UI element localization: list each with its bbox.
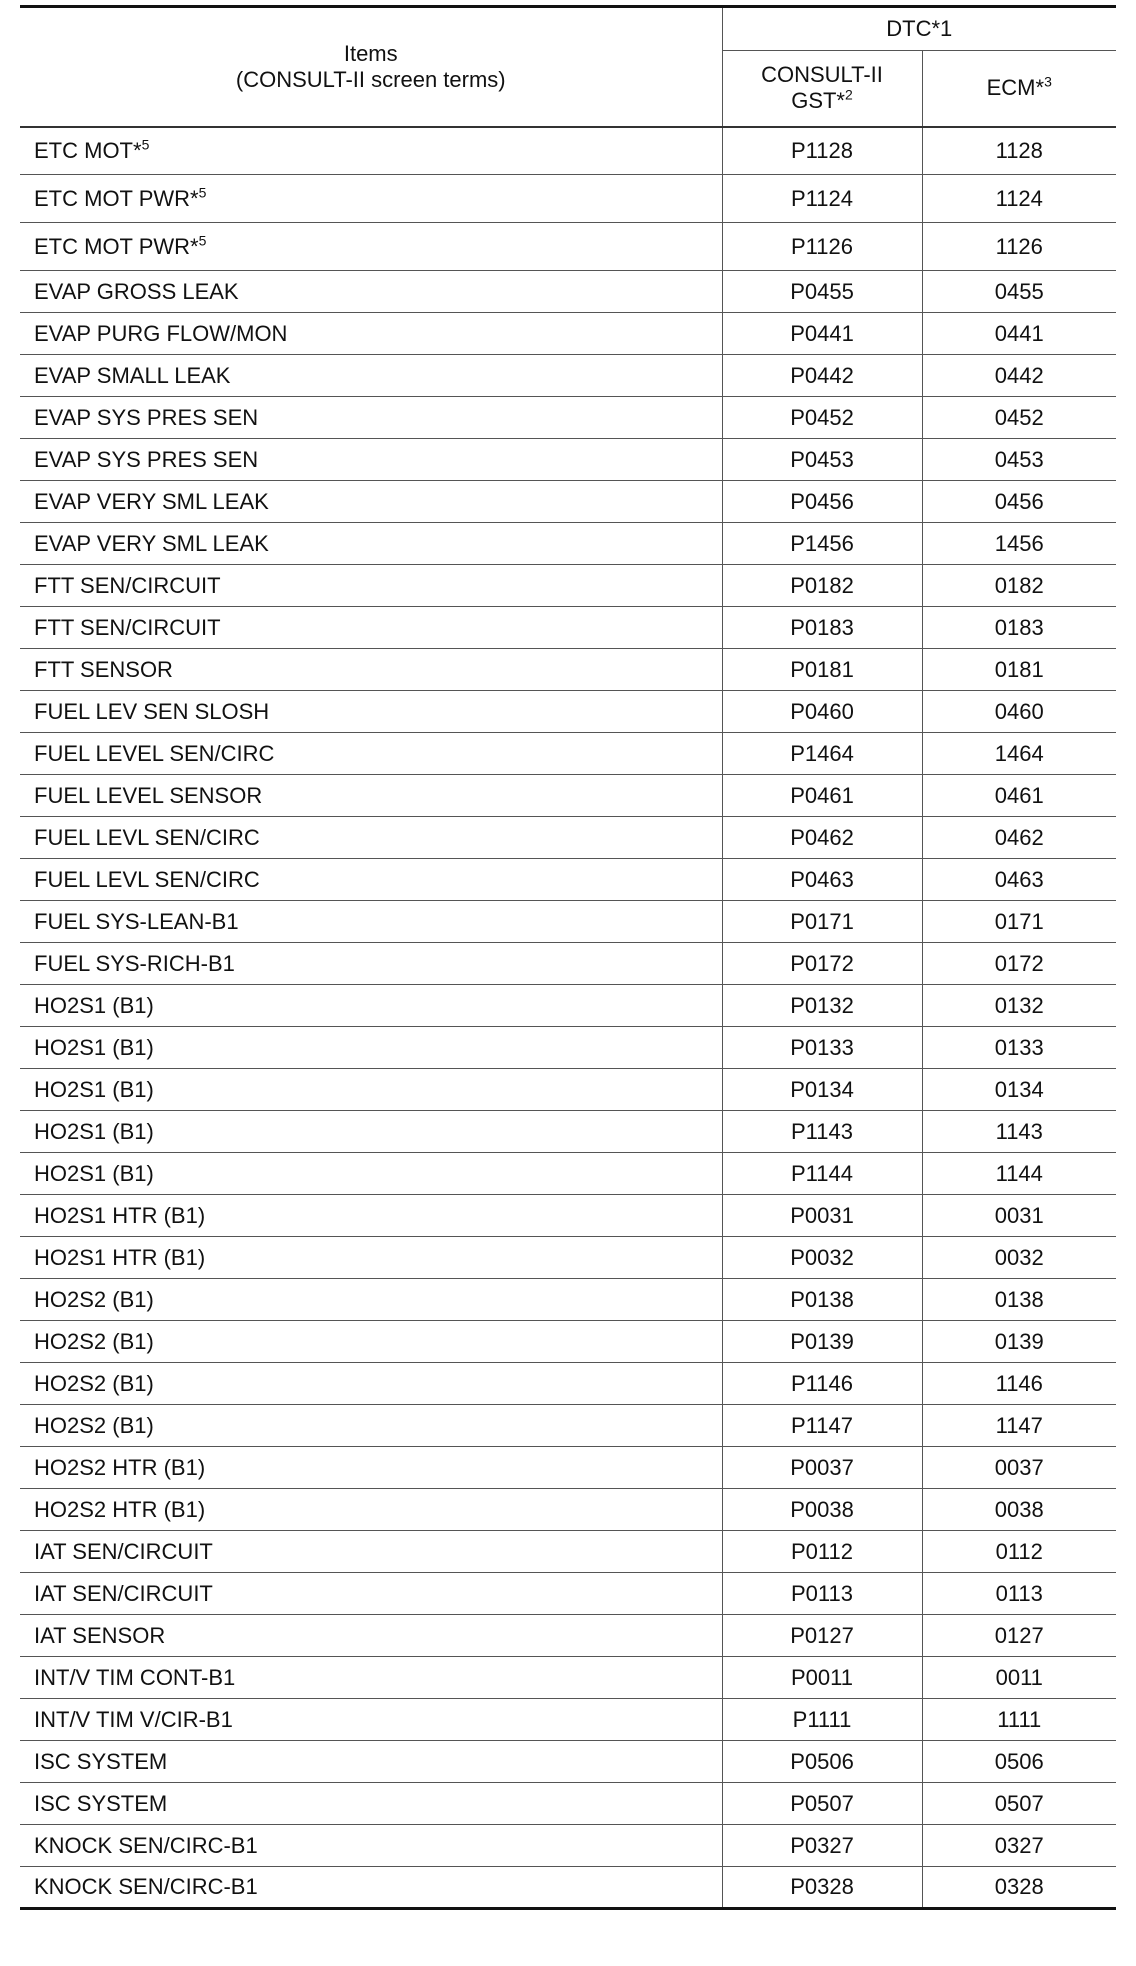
item-name: FUEL SYS-RICH-B1 bbox=[34, 950, 235, 976]
ecm-code-cell: 0506 bbox=[922, 1741, 1116, 1783]
item-name: FTT SEN/CIRCUIT bbox=[34, 572, 221, 598]
item-name: EVAP GROSS LEAK bbox=[34, 278, 239, 304]
table-row bbox=[20, 1027, 1116, 1069]
item-cell bbox=[20, 439, 722, 481]
ecm-code-cell: 1143 bbox=[922, 1111, 1116, 1153]
table-row bbox=[20, 943, 1116, 985]
table-row bbox=[20, 313, 1116, 355]
item-name: EVAP SYS PRES SEN bbox=[34, 446, 259, 472]
item-cell bbox=[20, 1867, 722, 1909]
gst-code-cell: P1144 bbox=[722, 1153, 922, 1195]
gst-code-cell: P0456 bbox=[722, 481, 922, 523]
ecm-code-cell: 0113 bbox=[922, 1573, 1116, 1615]
item-name: FUEL LEV SEN SLOSH bbox=[34, 698, 270, 724]
table-row bbox=[20, 355, 1116, 397]
item-cell bbox=[20, 859, 722, 901]
ecm-code-cell: 0112 bbox=[922, 1531, 1116, 1573]
ecm-code-cell: 1146 bbox=[922, 1363, 1116, 1405]
table-row bbox=[20, 1573, 1116, 1615]
item-cell bbox=[20, 127, 722, 175]
gst-code-cell: P1126 bbox=[722, 223, 922, 271]
table-row bbox=[20, 1111, 1116, 1153]
table-row bbox=[20, 1363, 1116, 1405]
item-name: INT/V TIM V/CIR-B1 bbox=[34, 1706, 233, 1732]
item-cell bbox=[20, 1489, 722, 1531]
ecm-code-cell: 0037 bbox=[922, 1447, 1116, 1489]
item-cell bbox=[20, 775, 722, 817]
gst-code-cell: P0452 bbox=[722, 397, 922, 439]
ecm-code-cell: 1126 bbox=[922, 223, 1116, 271]
item-cell bbox=[20, 223, 722, 271]
table-row bbox=[20, 1657, 1116, 1699]
ecm-code-cell: 0183 bbox=[922, 607, 1116, 649]
table-body bbox=[20, 127, 1116, 1909]
gst-code-cell: P0461 bbox=[722, 775, 922, 817]
consult-gst-column-header bbox=[722, 51, 922, 127]
gst-code-cell: P0133 bbox=[722, 1027, 922, 1069]
table-row bbox=[20, 1699, 1116, 1741]
item-cell bbox=[20, 1195, 722, 1237]
item-name: FUEL SYS-LEAN-B1 bbox=[34, 908, 239, 934]
item-name: FUEL LEVL SEN/CIRC bbox=[34, 866, 260, 892]
gst-code-cell: P0441 bbox=[722, 313, 922, 355]
gst-code-cell: P0181 bbox=[722, 649, 922, 691]
ecm-code-cell: 0182 bbox=[922, 565, 1116, 607]
item-cell bbox=[20, 901, 722, 943]
ecm-code-cell: 1111 bbox=[922, 1699, 1116, 1741]
gst-code-cell: P1128 bbox=[722, 127, 922, 175]
item-name: HO2S2 (B1) bbox=[34, 1370, 154, 1396]
item-name: FUEL LEVEL SEN/CIRC bbox=[34, 740, 275, 766]
table-row bbox=[20, 271, 1116, 313]
item-name: HO2S1 (B1) bbox=[34, 1118, 154, 1144]
item-name: INT/V TIM CONT-B1 bbox=[34, 1664, 236, 1690]
item-cell bbox=[20, 1573, 722, 1615]
table-row bbox=[20, 1279, 1116, 1321]
ecm-code-cell: 0032 bbox=[922, 1237, 1116, 1279]
item-cell bbox=[20, 733, 722, 775]
items-header-line2: (CONSULT-II screen terms) bbox=[235, 66, 506, 92]
ecm-code-cell: 0127 bbox=[922, 1615, 1116, 1657]
table-row bbox=[20, 1825, 1116, 1867]
item-name: EVAP SYS PRES SEN bbox=[34, 404, 259, 430]
item-cell bbox=[20, 1825, 722, 1867]
table-row bbox=[20, 439, 1116, 481]
item-name: ISC SYSTEM bbox=[34, 1790, 168, 1816]
ecm-code-cell: 0453 bbox=[922, 439, 1116, 481]
gst-code-cell: P1456 bbox=[722, 523, 922, 565]
gst-code-cell: P0327 bbox=[722, 1825, 922, 1867]
item-cell bbox=[20, 817, 722, 859]
ecm-code-cell: 0462 bbox=[922, 817, 1116, 859]
item-name: ETC MOT PWR* bbox=[34, 233, 199, 259]
ecm-code-cell: 1147 bbox=[922, 1405, 1116, 1447]
item-name: EVAP PURG FLOW/MON bbox=[34, 320, 288, 346]
item-name: HO2S2 (B1) bbox=[34, 1286, 154, 1312]
item-cell bbox=[20, 175, 722, 223]
item-name: HO2S1 (B1) bbox=[34, 992, 154, 1018]
item-cell bbox=[20, 523, 722, 565]
item-name: FTT SENSOR bbox=[34, 656, 173, 682]
item-name: IAT SENSOR bbox=[34, 1622, 166, 1648]
ecm-code-cell: 0507 bbox=[922, 1783, 1116, 1825]
gst-code-cell: P0113 bbox=[722, 1573, 922, 1615]
gst-code-cell: P0172 bbox=[722, 943, 922, 985]
table-row bbox=[20, 733, 1116, 775]
item-cell bbox=[20, 1279, 722, 1321]
ecm-code-cell: 0172 bbox=[922, 943, 1116, 985]
gst-code-cell: P0462 bbox=[722, 817, 922, 859]
item-cell bbox=[20, 1027, 722, 1069]
ecm-code-cell: 0132 bbox=[922, 985, 1116, 1027]
gst-code-cell: P0138 bbox=[722, 1279, 922, 1321]
table-row bbox=[20, 1069, 1116, 1111]
table-row bbox=[20, 1405, 1116, 1447]
items-column-header bbox=[20, 7, 722, 127]
item-name: FUEL LEVEL SENSOR bbox=[34, 782, 263, 808]
item-name: HO2S2 HTR (B1) bbox=[34, 1454, 206, 1480]
item-name: HO2S2 (B1) bbox=[34, 1328, 154, 1354]
item-cell bbox=[20, 1321, 722, 1363]
gst-code-cell: P0127 bbox=[722, 1615, 922, 1657]
table-row bbox=[20, 1447, 1116, 1489]
dtc-table bbox=[20, 5, 1116, 1910]
table-row bbox=[20, 1741, 1116, 1783]
ecm-code-cell: 0327 bbox=[922, 1825, 1116, 1867]
gst-code-cell: P0112 bbox=[722, 1531, 922, 1573]
ecm-code-cell: 0038 bbox=[922, 1489, 1116, 1531]
gst-code-cell: P1143 bbox=[722, 1111, 922, 1153]
item-footnote: 5 bbox=[141, 136, 150, 153]
table-row bbox=[20, 1615, 1116, 1657]
item-name: HO2S1 HTR (B1) bbox=[34, 1202, 206, 1228]
gst-code-cell: P0507 bbox=[722, 1783, 922, 1825]
gst-code-cell: P0328 bbox=[722, 1867, 922, 1909]
gst-code-cell: P0032 bbox=[722, 1237, 922, 1279]
item-cell bbox=[20, 607, 722, 649]
ecm-code-cell: 0456 bbox=[922, 481, 1116, 523]
table-row bbox=[20, 817, 1116, 859]
gst-header-text: GST* bbox=[791, 88, 845, 114]
table-row bbox=[20, 1153, 1116, 1195]
item-footnote: 5 bbox=[198, 184, 207, 201]
gst-code-cell: P0463 bbox=[722, 859, 922, 901]
item-cell bbox=[20, 1657, 722, 1699]
ecm-header-text: ECM* bbox=[986, 75, 1045, 101]
ecm-code-cell: 0460 bbox=[922, 691, 1116, 733]
ecm-code-cell: 0134 bbox=[922, 1069, 1116, 1111]
item-name: ETC MOT PWR* bbox=[34, 185, 199, 211]
table-row bbox=[20, 691, 1116, 733]
ecm-code-cell: 0031 bbox=[922, 1195, 1116, 1237]
ecm-code-cell: 0133 bbox=[922, 1027, 1116, 1069]
table-row bbox=[20, 901, 1116, 943]
item-name: IAT SEN/CIRCUIT bbox=[34, 1538, 213, 1564]
item-cell bbox=[20, 1237, 722, 1279]
gst-code-cell: P1111 bbox=[722, 1699, 922, 1741]
item-name: KNOCK SEN/CIRC-B1 bbox=[34, 1874, 258, 1899]
ecm-code-cell: 1456 bbox=[922, 523, 1116, 565]
ecm-code-cell: 0328 bbox=[922, 1867, 1116, 1909]
table-row bbox=[20, 397, 1116, 439]
table-row bbox=[20, 1237, 1116, 1279]
table-row bbox=[20, 565, 1116, 607]
item-cell bbox=[20, 481, 722, 523]
table-row bbox=[20, 985, 1116, 1027]
item-footnote: 5 bbox=[198, 232, 207, 249]
item-cell bbox=[20, 565, 722, 607]
item-cell bbox=[20, 1153, 722, 1195]
item-cell bbox=[20, 1405, 722, 1447]
table-row bbox=[20, 607, 1116, 649]
table-row bbox=[20, 859, 1116, 901]
table-row bbox=[20, 1489, 1116, 1531]
item-cell bbox=[20, 1699, 722, 1741]
item-cell bbox=[20, 397, 722, 439]
ecm-code-cell: 0442 bbox=[922, 355, 1116, 397]
dtc-group-header: DTC*1 bbox=[722, 7, 1116, 51]
ecm-code-cell: 0461 bbox=[922, 775, 1116, 817]
gst-code-cell: P1464 bbox=[722, 733, 922, 775]
gst-code-cell: P0183 bbox=[722, 607, 922, 649]
item-name: EVAP SMALL LEAK bbox=[34, 362, 231, 388]
item-cell bbox=[20, 355, 722, 397]
table-row bbox=[20, 523, 1116, 565]
table-row bbox=[20, 175, 1116, 223]
gst-code-cell: P1146 bbox=[722, 1363, 922, 1405]
gst-code-cell: P0453 bbox=[722, 439, 922, 481]
item-name: ISC SYSTEM bbox=[34, 1748, 168, 1774]
item-name: KNOCK SEN/CIRC-B1 bbox=[34, 1832, 258, 1858]
items-header-line1: Items bbox=[343, 40, 398, 66]
ecm-code-cell: 0138 bbox=[922, 1279, 1116, 1321]
gst-header-footnote: 2 bbox=[845, 86, 853, 103]
item-cell bbox=[20, 1111, 722, 1153]
item-name: ETC MOT* bbox=[34, 137, 142, 163]
gst-code-cell: P0442 bbox=[722, 355, 922, 397]
item-cell bbox=[20, 313, 722, 355]
gst-code-cell: P1124 bbox=[722, 175, 922, 223]
item-cell bbox=[20, 1741, 722, 1783]
item-name: EVAP VERY SML LEAK bbox=[34, 488, 269, 514]
item-cell bbox=[20, 1447, 722, 1489]
table-row bbox=[20, 1195, 1116, 1237]
item-cell bbox=[20, 649, 722, 691]
ecm-code-cell: 1128 bbox=[922, 127, 1116, 175]
gst-code-cell: P0460 bbox=[722, 691, 922, 733]
ecm-code-cell: 0011 bbox=[922, 1657, 1116, 1699]
ecm-code-cell: 1464 bbox=[922, 733, 1116, 775]
item-name: HO2S2 (B1) bbox=[34, 1412, 154, 1438]
gst-code-cell: P0182 bbox=[722, 565, 922, 607]
gst-code-cell: P1147 bbox=[722, 1405, 922, 1447]
item-cell bbox=[20, 1363, 722, 1405]
ecm-code-cell: 0455 bbox=[922, 271, 1116, 313]
ecm-code-cell: 0463 bbox=[922, 859, 1116, 901]
item-name: EVAP VERY SML LEAK bbox=[34, 530, 269, 556]
item-cell bbox=[20, 985, 722, 1027]
item-cell bbox=[20, 1615, 722, 1657]
gst-header-line1: CONSULT-II bbox=[761, 62, 883, 88]
ecm-code-cell: 0139 bbox=[922, 1321, 1116, 1363]
gst-code-cell: P0132 bbox=[722, 985, 922, 1027]
gst-code-cell: P0134 bbox=[722, 1069, 922, 1111]
table-row bbox=[20, 1531, 1116, 1573]
item-name: HO2S1 (B1) bbox=[34, 1160, 154, 1186]
item-name: HO2S2 HTR (B1) bbox=[34, 1496, 206, 1522]
ecm-code-cell: 0452 bbox=[922, 397, 1116, 439]
gst-code-cell: P0506 bbox=[722, 1741, 922, 1783]
item-name: HO2S1 (B1) bbox=[34, 1076, 154, 1102]
gst-code-cell: P0171 bbox=[722, 901, 922, 943]
item-name: FTT SEN/CIRCUIT bbox=[34, 614, 221, 640]
item-name: FUEL LEVL SEN/CIRC bbox=[34, 824, 260, 850]
table-row bbox=[20, 649, 1116, 691]
ecm-header-footnote: 3 bbox=[1044, 73, 1052, 90]
item-cell bbox=[20, 1069, 722, 1111]
table-row bbox=[20, 1783, 1116, 1825]
ecm-column-header bbox=[922, 51, 1116, 127]
gst-code-cell: P0031 bbox=[722, 1195, 922, 1237]
table-row bbox=[20, 1867, 1116, 1909]
item-cell bbox=[20, 271, 722, 313]
gst-code-cell: P0037 bbox=[722, 1447, 922, 1489]
ecm-code-cell: 0171 bbox=[922, 901, 1116, 943]
table-header bbox=[20, 7, 1116, 127]
ecm-code-cell: 0181 bbox=[922, 649, 1116, 691]
table-row bbox=[20, 127, 1116, 175]
table-row bbox=[20, 775, 1116, 817]
item-name: IAT SEN/CIRCUIT bbox=[34, 1580, 213, 1606]
item-cell bbox=[20, 943, 722, 985]
item-cell bbox=[20, 1783, 722, 1825]
table-row bbox=[20, 481, 1116, 523]
gst-header-line2 bbox=[723, 88, 922, 114]
gst-code-cell: P0011 bbox=[722, 1657, 922, 1699]
table-row bbox=[20, 223, 1116, 271]
table-row bbox=[20, 1321, 1116, 1363]
gst-code-cell: P0455 bbox=[722, 271, 922, 313]
ecm-code-cell: 1144 bbox=[922, 1153, 1116, 1195]
ecm-code-cell: 1124 bbox=[922, 175, 1116, 223]
item-name: HO2S1 (B1) bbox=[34, 1034, 154, 1060]
gst-code-cell: P0038 bbox=[722, 1489, 922, 1531]
item-cell bbox=[20, 691, 722, 733]
ecm-code-cell: 0441 bbox=[922, 313, 1116, 355]
gst-code-cell: P0139 bbox=[722, 1321, 922, 1363]
item-cell bbox=[20, 1531, 722, 1573]
item-name: HO2S1 HTR (B1) bbox=[34, 1244, 206, 1270]
